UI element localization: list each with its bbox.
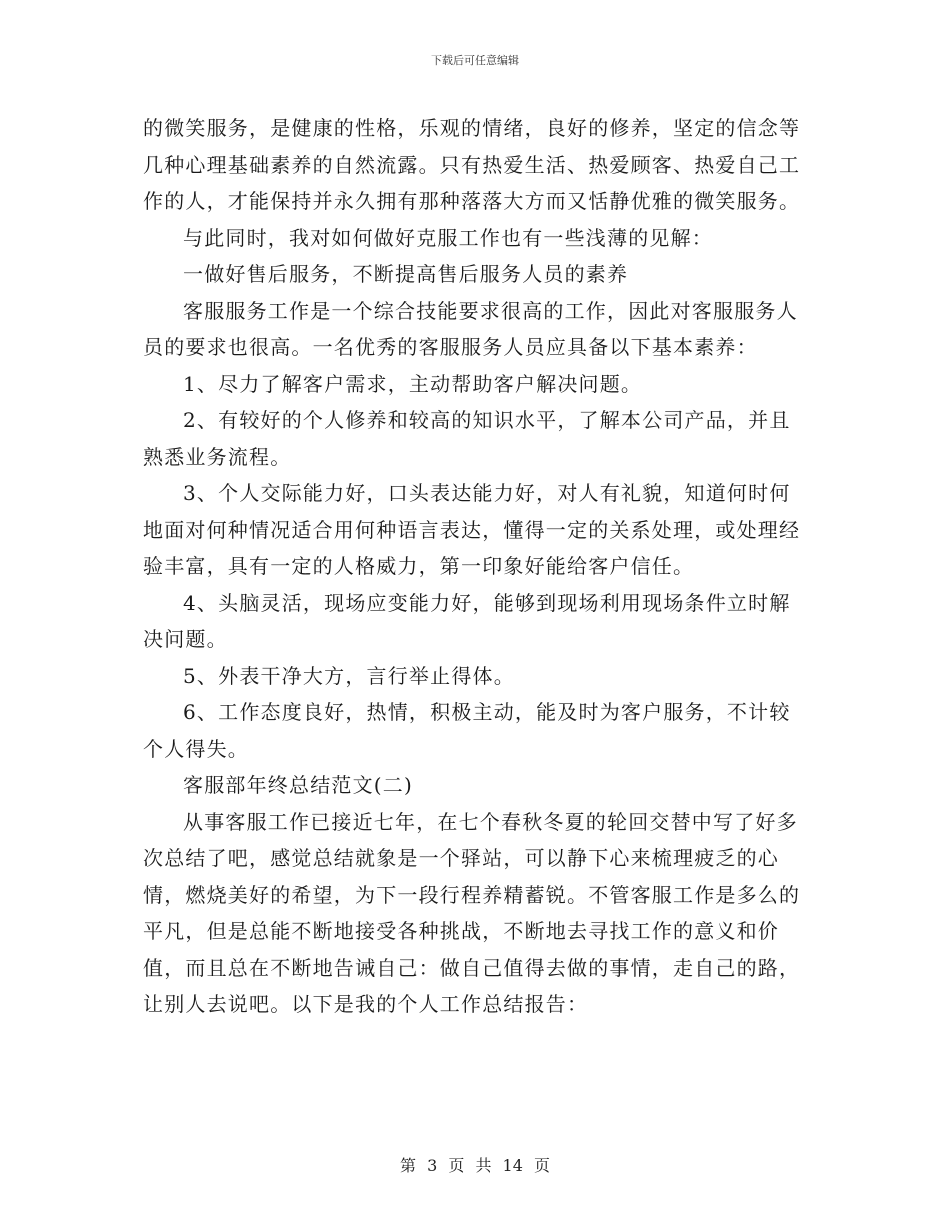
paragraph: 的微笑服务，是健康的性格，乐观的情绪，良好的修养，坚定的信念等几种心理基础素养的自然流露。只有热爱生活、热爱顾客、热爱自己工作的人，才能保持并永久拥有那种落落大方而又恬静优雅的微笑服务。 (143, 116, 801, 213)
paragraph: 从事客服工作已接近七年，在七个春秋冬夏的轮回交替中写了好多次总结了吧，感觉总结就象是一个驿站，可以静下心来梳理疲乏的心情，燃烧美好的希望，为下一段行程养精蓄锐。不管客服工作是多么的平凡，但是总能不断地接受各种挑战，不断地去寻找工作的意义和价值，而且总在不断地告诫自己：做自己值得去做的事情，走自己的路，让别人去说吧。以下是我的个人工作总结报告： (143, 809, 801, 1016)
paragraph: 客服服务工作是一个综合技能要求很高的工作，因此对客服服务人员的要求也很高。一名优秀的客服服务人员应具备以下基本素养： (143, 298, 798, 359)
list-item: 1、尽力了解客户需求，主动帮助客户解决问题。 (183, 371, 643, 396)
list-item: 5、外表干净大方，言行举止得体。 (183, 663, 515, 688)
page-number-footer: 第 3 页 共 14 页 (400, 1156, 550, 1175)
list-item: 3、个人交际能力好，口头表达能力好，对人有礼貌，知道何时何地面对何种情况适合用何种语言表达，懂得一定的关系处理，或处理经验丰富，具有一定的人格威力，第一印象好能给客户信任。 (143, 481, 801, 578)
list-item: 4、头脑灵活，现场应变能力好，能够到现场利用现场条件立时解决问题。 (143, 590, 791, 651)
paragraph: 与此同时，我对如何做好克服工作也有一些浅薄的见解： (183, 225, 713, 250)
list-item: 2、有较好的个人修养和较高的知识水平，了解本公司产品，并且熟悉业务流程。 (143, 408, 791, 469)
section-heading: 客服部年终总结范文(二) (183, 773, 414, 797)
page-header-note: 下载后可任意编辑 (431, 54, 519, 67)
list-item: 6、工作态度良好，热情，积极主动，能及时为客户服务，不计较个人得失。 (143, 700, 791, 761)
section-heading: 一做好售后服务，不断提高售后服务人员的素养 (183, 262, 629, 286)
document-body (143, 110, 811, 1023)
